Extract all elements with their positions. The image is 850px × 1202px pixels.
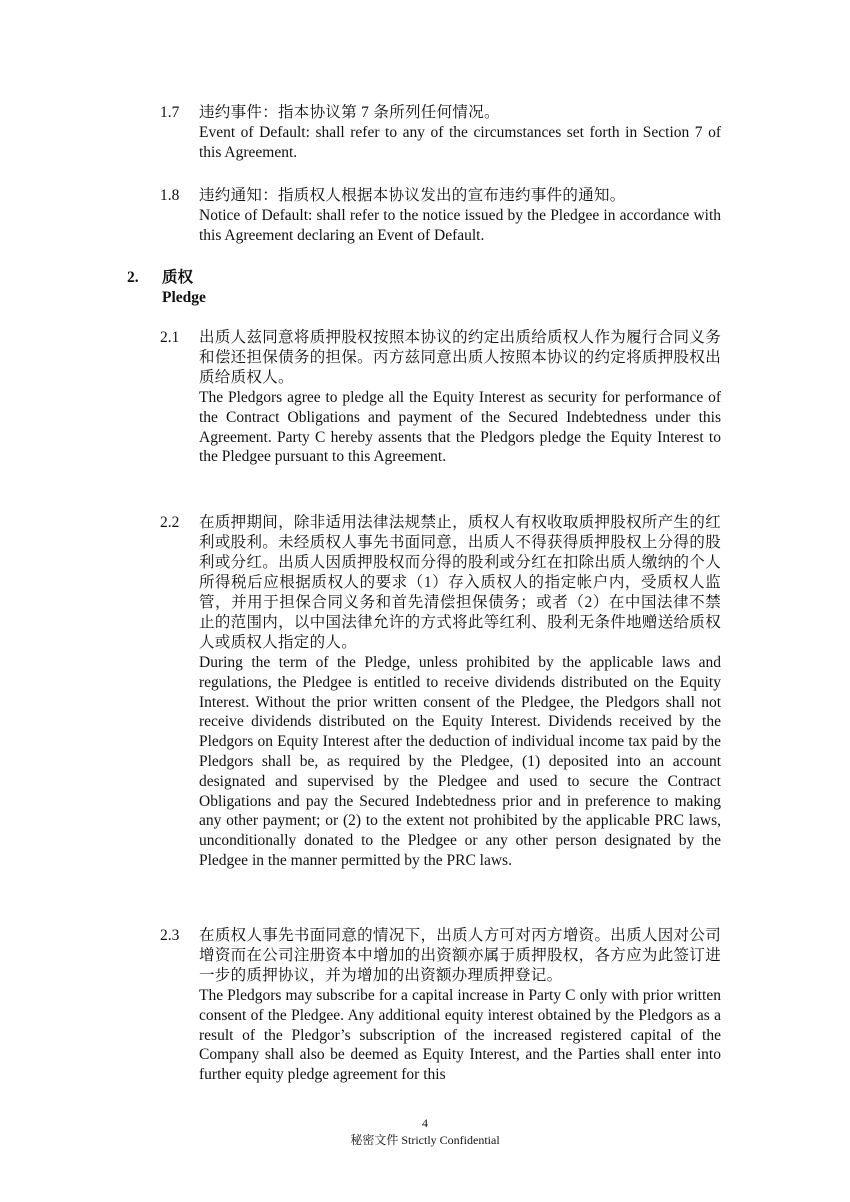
section-number: 2. (127, 269, 139, 286)
clause-body (199, 513, 721, 871)
clause-body (199, 926, 721, 1085)
clause-text-en: Event of Default: shall refer to any of the circumstances set forth in Section 7 of this Agreement. (199, 124, 721, 161)
page-number: 4 (422, 1116, 428, 1130)
clause-number: 1.8 (160, 187, 180, 204)
section-title-en: Pledge (162, 289, 206, 306)
clause-number: 2.2 (160, 514, 180, 531)
clause-text-zh: 违约通知：指质权人根据本协议发出的宣布违约事件的通知。 (199, 187, 626, 204)
clause-number: 2.1 (160, 329, 180, 346)
clause-text-zh: 在质押期间，除非适用法律法规禁止，质权人有权收取质押股权所产生的红利或股利。未经质权人事先书面同意，出质人不得获得质押股权上分得的股利或分红。出质人因质押股权而分得的股利或分红在扣除出质人缴纳的个人所得税后应根据质权人的要求（1）存入质权人的指定帐户内，受质权人监管，并用于担保合同义务和首先清偿担保债务；或者（2）在中国法律不禁止的范围内，以中国法律允许的方式将此等红利、股利无条件地赠送给质权人或质权人指定的人。 (199, 514, 721, 651)
clause-text-zh: 在质权人事先书面同意的情况下，出质人方可对丙方增资。出质人因对公司增资而在公司注册资本中增加的出资额亦属于质押股权，各方应为此签订进一步的质押协议，并为增加的出资额办理质押登记。 (199, 927, 721, 984)
section-title-zh: 质权 (162, 269, 194, 286)
clause-text-en: Notice of Default: shall refer to the notice issued by the Pledgee in accordance with this Agreement declaring an Event of Default. (199, 207, 721, 244)
clause-body (199, 328, 721, 467)
clause-text-en: The Pledgors may subscribe for a capital increase in Party C only with prior written consent of the Pledgee. Any additional equity interest obtained by the Pledgors as a result of the Pledgor’s subscription of the increased registered capital of the Company shall also be deemed as Equity Interest, and the Parties shall enter into further equity pledge agreement for this (199, 987, 721, 1084)
clause-body (199, 186, 721, 246)
clause-text-zh: 出质人兹同意将质押股权按照本协议的约定出质给质权人作为履行合同义务和偿还担保债务的担保。丙方兹同意出质人按照本协议的约定将质押股权出质给质权人。 (199, 329, 721, 386)
clause-number: 2.3 (160, 927, 180, 944)
clause-text-zh: 违约事件：指本协议第 7 条所列任何情况。 (199, 104, 500, 121)
clause-text-en: During the term of the Pledge, unless prohibited by the applicable laws and regulations, the Pledgee is entitled to receive dividends distributed on the Equity Interest. Without the prior written consent of the Pledgee, the Pledgors shall not receive dividends distributed on the Equity Interest. Dividends received by the Pledgors on Equity Interest after the deduction of individual income tax paid by the Pledgors shall be, as required by the Pledgee, (1) deposited into an account designated and supervised by the Pledgee and used to secure the Contract Obligations and pay the Secured Indebtedness prior and in preference to making any other payment; or (2) to the extent not prohibited by the applicable PRC laws, unconditionally donated to the Pledgee or any other person designated by the Pledgee in the manner permitted by the PRC laws. (199, 654, 721, 869)
confidential-label: 秘密文件 Strictly Confidential (350, 1133, 500, 1147)
clause-number: 1.7 (160, 104, 180, 121)
clause-text-en: The Pledgors agree to pledge all the Equity Interest as security for performance of the Contract Obligations and payment of the Secured Indebtedness under this Agreement. Party C hereby assents that the Pledgors pledge the Equity Interest to the Pledgee pursuant to this Agreement. (199, 389, 721, 466)
clause-body (199, 103, 721, 163)
